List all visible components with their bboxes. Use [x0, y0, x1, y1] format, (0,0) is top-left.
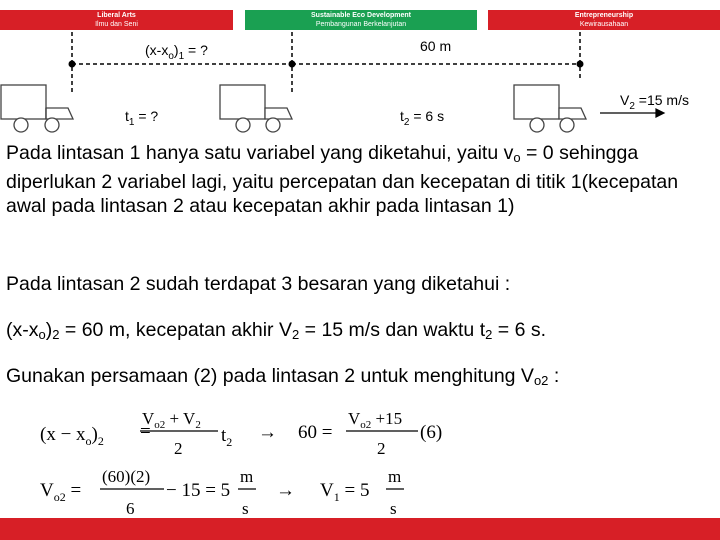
segment1-label: $(x-x_o)_1$ = ? [145, 42, 208, 62]
footer-bar [0, 518, 720, 540]
eq3-lhs: $V_{o2}$ = [40, 480, 82, 504]
eq1-denominator: 2 [174, 439, 183, 458]
eq3-rest: − 15 = 5 [166, 480, 231, 501]
arrow-icon: → [258, 422, 277, 443]
truck-icon-3 [514, 85, 586, 132]
motion-diagram [0, 30, 720, 140]
eq3-unit-numerator: m [240, 467, 254, 486]
banner-entrepreneurship [488, 10, 720, 30]
equation-block [40, 400, 470, 525]
banner-title: Sustainable Eco Development [311, 12, 411, 19]
arrow-icon-2: → [276, 480, 295, 501]
point-start [69, 61, 76, 68]
paragraph-lintasan-2: Pada lintasan 2 sudah terdapat 3 besaran yang diketahui : [6, 273, 511, 295]
eq4-unit-numerator: m [388, 467, 402, 486]
segment2-distance-label: 60 m [420, 38, 452, 54]
eq4-unit-denominator: s [390, 499, 397, 518]
paragraph-known-values: $(x-x_o)_2 = 60$ m, kecepatan akhir $V_2 = 15$ m/s dan waktu $t_2 = 6$ s. [6, 319, 546, 342]
eq4-lhs: $V_1 = 5$ [320, 480, 370, 504]
paragraph-instruction: Gunakan persamaan (2) pada lintasan 2 untuk menghitung $V_{o2}$ : [6, 365, 560, 388]
truck-icon-2 [220, 85, 292, 132]
paragraph-lintasan-1: Pada lintasan 1 hanya satu variabel yang diketahui, yaitu $v_o = 0$ sehingga diperlukan 2 variabel lagi, yaitu percepatan dan kecepatan di titik 1(kecepatan awal pada lintasan 2 atau kecepatan akhir pada lintasan 1) [6, 142, 679, 217]
eq3-numerator: (60)(2) [102, 467, 151, 486]
eq1-equals: = [140, 421, 151, 442]
point-middle [289, 61, 296, 68]
v2-label: $V_2 =15$ m/s [620, 92, 689, 112]
banner-sustainable [245, 10, 477, 30]
banner-subtitle: Kewirausahaan [579, 21, 629, 28]
eq1-numerator: $V_{o2} + V_2$ [142, 409, 201, 431]
truck-icon-1 [1, 85, 73, 132]
eq2-factor: (6) [420, 422, 443, 443]
eq2-denominator: 2 [377, 439, 386, 458]
eq3-denominator: 6 [126, 499, 135, 518]
banner-subtitle: Pembangunan Berkelanjutan [315, 21, 407, 28]
eq2-numerator: $V_{o2} +15$ [348, 409, 403, 431]
t1-label: $t_1$ = ? [125, 108, 159, 128]
banner-liberal-arts [0, 10, 233, 30]
banner-subtitle: Ilmu dan Seni [95, 21, 138, 28]
eq1-t2: $t_2$ [221, 425, 233, 449]
point-end [577, 61, 584, 68]
banner-title: Liberal Arts [97, 12, 136, 19]
banner-title: Entrepreneurship [574, 12, 634, 19]
t2-label: $t_2 = 6$ s [400, 108, 445, 128]
eq2-lhs: 60 = [298, 422, 333, 443]
eq3-unit-denominator: s [242, 499, 249, 518]
eq1-lhs: $(x - x_o)_2$ [40, 424, 104, 448]
